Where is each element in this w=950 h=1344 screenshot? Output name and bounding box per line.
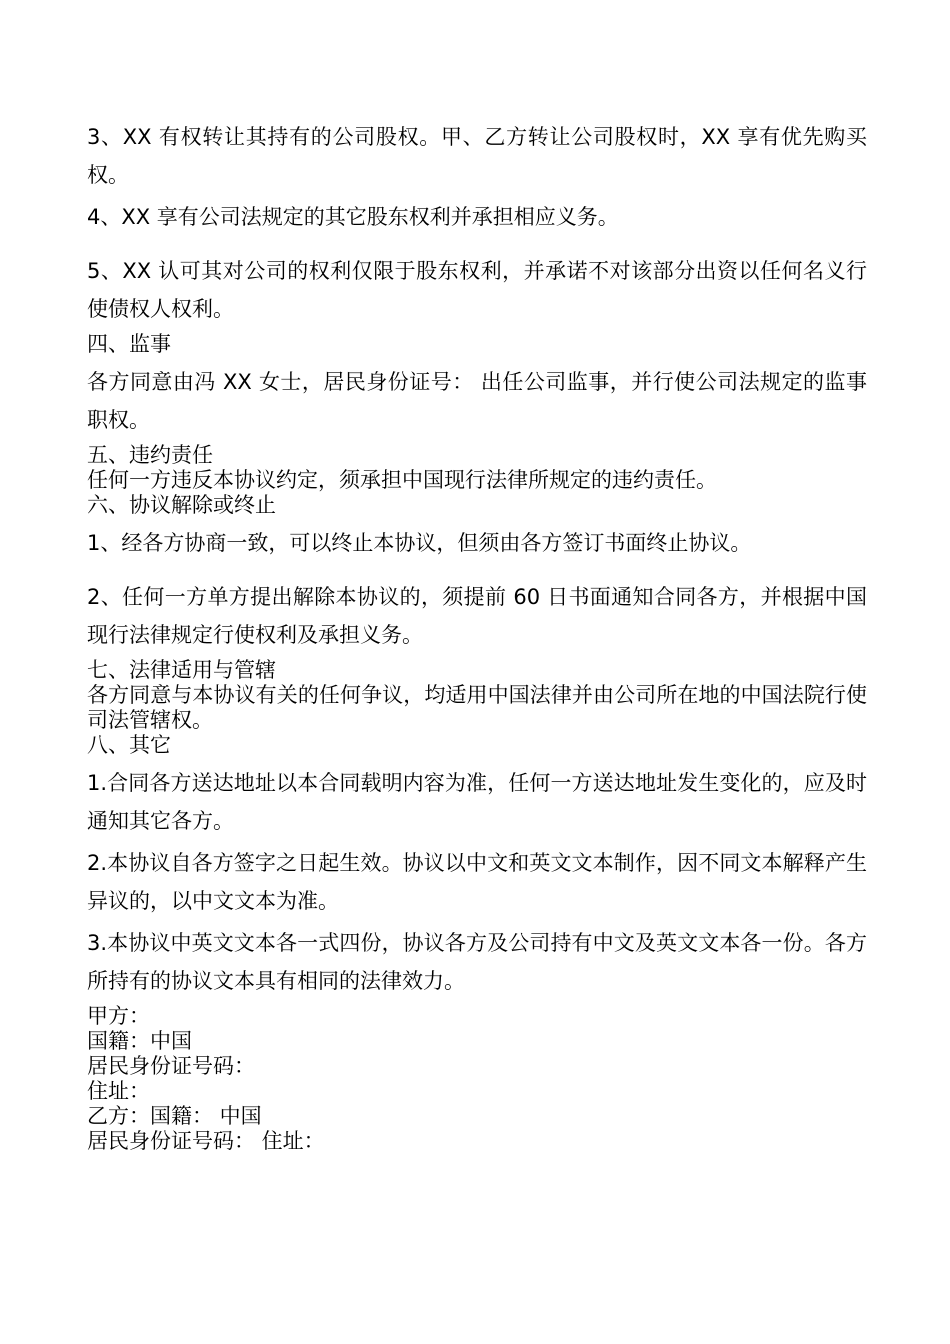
section-six-paragraph-1: 1、经各方协商一致，可以终止本协议，但须由各方签订书面终止协议。 bbox=[87, 531, 752, 555]
clause-3-paragraph: 3、XX 有权转让其持有的公司股权。甲、乙方转让公司股权时，XX 享有优先购买权。 bbox=[87, 125, 867, 187]
section-four-body: 各方同意由冯 XX 女士，居民身份证号： 出任公司监事，并行使公司法规定的监事职权。 bbox=[87, 370, 867, 432]
clause-5-paragraph: 5、XX 认可其对公司的权利仅限于股东权利，并承诺不对该部分出资以任何名义行使债权人权利。 bbox=[87, 259, 867, 321]
section-eight-paragraph-1: 1.合同各方送达地址以本合同载明内容为准，任何一方送达地址发生变化的，应及时通知其它各方。 bbox=[87, 771, 867, 833]
section-eight-paragraph-2: 2.本协议自各方签字之日起生效。协议以中文和英文文本制作，因不同文本解释产生异议的，以中文文本为准。 bbox=[87, 851, 867, 913]
party-a-label: 甲方： bbox=[87, 1004, 150, 1028]
party-a-nationality: 国籍：中国 bbox=[87, 1029, 192, 1053]
party-a-address: 住址： bbox=[87, 1079, 150, 1103]
party-b-label: 乙方：国籍： 中国 bbox=[87, 1104, 262, 1128]
section-five-body: 任何一方违反本协议约定，须承担中国现行法律所规定的违约责任。 bbox=[87, 468, 717, 492]
party-b-id-address: 居民身份证号码： 住址： bbox=[87, 1129, 325, 1153]
signature-block bbox=[87, 1004, 867, 1154]
clause-4-paragraph: 4、XX 享有公司法规定的其它股东权利并承担相应义务。 bbox=[87, 205, 619, 229]
section-seven-heading: 七、法律适用与管辖 bbox=[87, 658, 276, 682]
section-six-heading: 六、协议解除或终止 bbox=[87, 493, 276, 517]
section-eight-paragraph-3: 3.本协议中英文文本各一式四份，协议各方及公司持有中文及英文文本各一份。各方所持有的协议文本具有相同的法律效力。 bbox=[87, 931, 867, 993]
section-five-heading: 五、违约责任 bbox=[87, 443, 213, 467]
section-six-paragraph-2: 2、任何一方单方提出解除本协议的，须提前 60 日书面通知合同各方，并根据中国现行法律规定行使权利及承担义务。 bbox=[87, 585, 867, 647]
section-seven-body: 各方同意与本协议有关的任何争议，均适用中国法律并由公司所在地的中国法院行使司法管辖权。 bbox=[87, 683, 867, 732]
party-a-id-number: 居民身份证号码： bbox=[87, 1054, 255, 1078]
document-body bbox=[87, 118, 867, 1154]
section-eight-heading: 八、其它 bbox=[87, 733, 171, 757]
section-four-heading: 四、监事 bbox=[87, 332, 171, 356]
